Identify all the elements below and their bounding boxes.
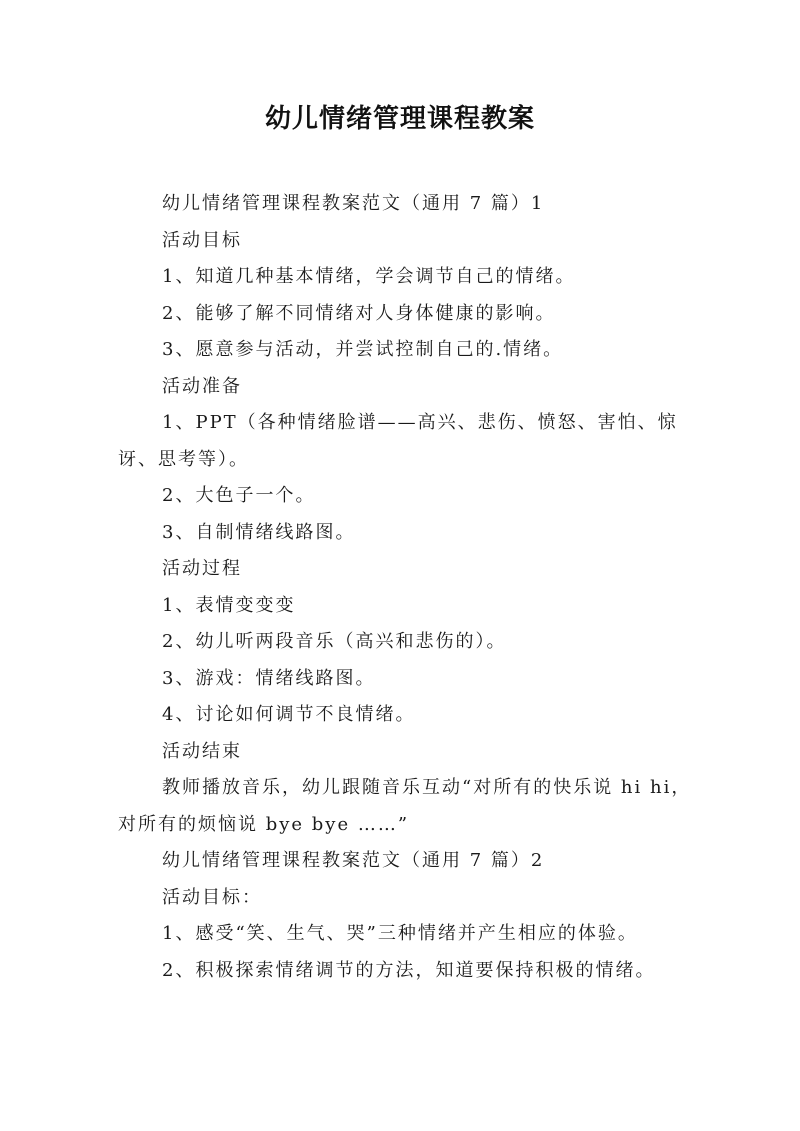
paragraph-goal-2-1: 1、感受“笑、生气、哭”三种情绪并产生相应的体验。 [162,923,638,944]
paragraph-prep-3: 3、自制情绪线路图。 [162,521,356,543]
paragraph-prep-1: 1、PPT（各种情绪脸谱——高兴、悲伤、愤怒、害怕、惊讶、思考等）。 [118,412,678,470]
paragraph-goal-3: 3、愿意参与活动，并尝试控制自己的.情绪。 [162,339,564,360]
paragraph-process-4: 4、讨论如何调节不良情绪。 [162,704,416,725]
document-body [118,186,698,989]
paragraph-prep-2: 2、大色子一个。 [162,485,316,506]
paragraph-goal-2-2: 2、积极探索情绪调节的方法，知道要保持积极的情绪。 [162,959,656,981]
paragraph-section-heading-2: 幼儿情绪管理课程教案范文（通用 7 篇）2 [162,850,545,871]
paragraph-process-2: 2、幼儿听两段音乐（高兴和悲伤的）。 [162,631,507,652]
paragraph-goal-1: 1、知道几种基本情绪，学会调节自己的情绪。 [162,266,576,287]
document-title: 幼儿情绪管理课程教案 [264,104,535,134]
paragraph-goal-2: 2、能够了解不同情绪对人身体健康的影响。 [162,302,556,324]
paragraph-activity-end: 活动结束 [162,740,242,762]
paragraph-process-1: 1、表情变变变 [162,594,296,616]
paragraph-activity-goals-2: 活动目标： [162,886,262,908]
paragraph-activity-preparation: 活动准备 [162,375,242,397]
paragraph-activity-process: 活动过程 [162,558,242,579]
paragraph-end-description: 教师播放音乐，幼儿跟随音乐互动“对所有的快乐说 hi hi，对所有的烦恼说 bye bye ……” [118,777,692,835]
paragraph-activity-goals: 活动目标 [162,229,242,251]
paragraph-section-heading-1: 幼儿情绪管理课程教案范文（通用 7 篇）1 [162,193,545,214]
paragraph-process-3: 3、游戏：情绪线路图。 [162,667,376,689]
